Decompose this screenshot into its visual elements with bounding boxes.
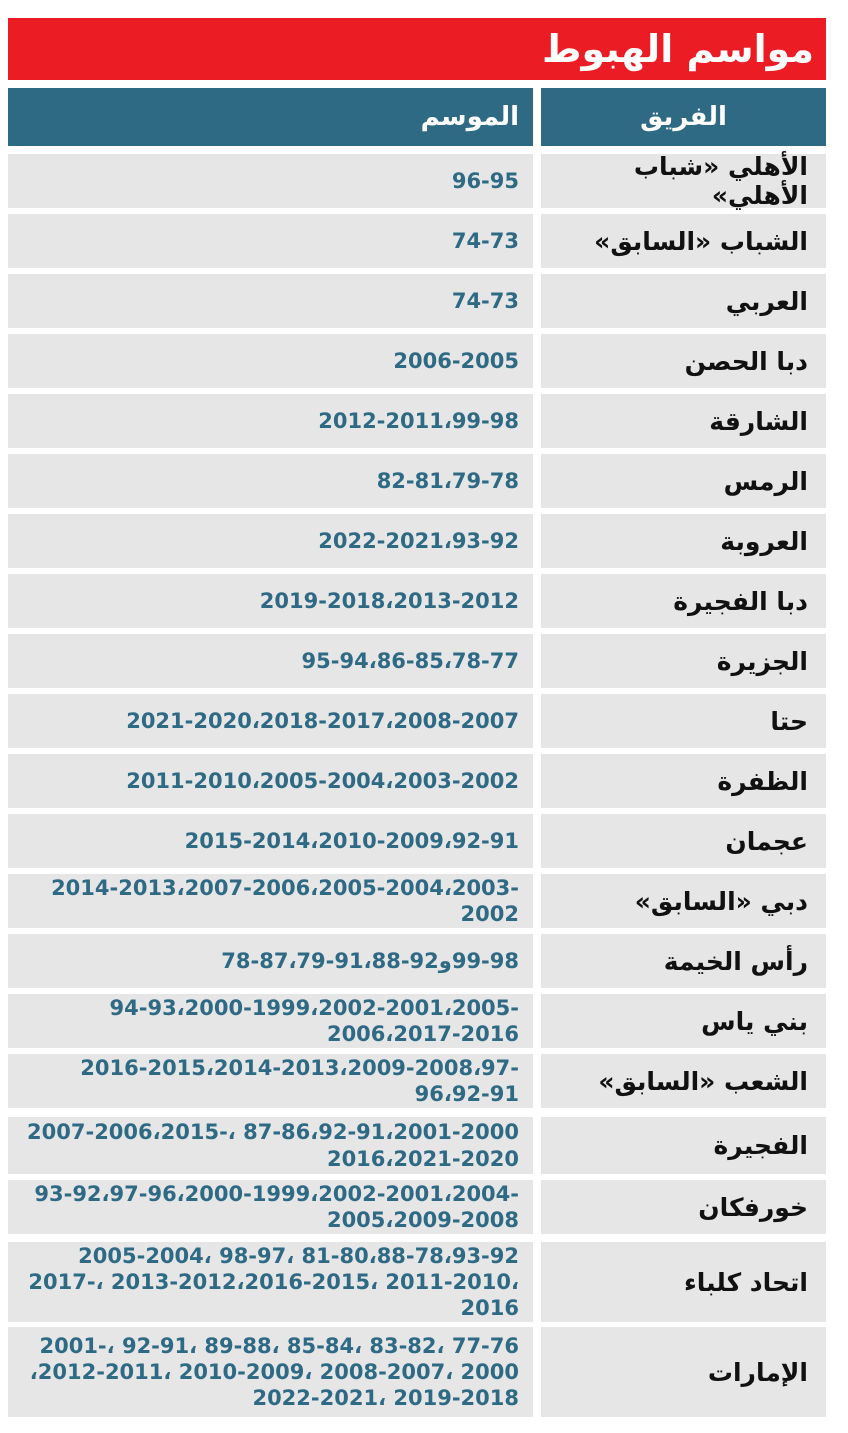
season-cell: 2011-2010،2005-2004،2003-2002 — [8, 754, 533, 808]
table-row — [8, 1242, 826, 1322]
table-row — [8, 574, 826, 628]
table-row — [8, 1327, 826, 1417]
table-title: مواسم الهبوط — [8, 18, 826, 80]
season-cell: 81-80،88-78،93-92 ،98-97 ،2005-2004 ،2011-2010 ،2013-2012،2016-2015 ،2017-2016 — [8, 1242, 533, 1322]
table-row — [8, 1180, 826, 1234]
column-header-season: الموسم — [8, 88, 533, 146]
season-cell: 87-86،92-91،2001-2000 ،2007-2006،2015-2016،2021-2020 — [8, 1117, 533, 1174]
season-cell: 2016-2015،2014-2013،2009-2008،97-96،92-91 — [8, 1054, 533, 1108]
table-row — [8, 814, 826, 868]
season-cell: 77-76 ،83-82 ،85-84 ،89-88 ،92-91 ،2001-2000 ،2008-2007 ،2010-2009 ،2012-2011، 2019-2018 ،2022-2021 — [8, 1327, 533, 1417]
table-row — [8, 1117, 826, 1174]
column-header-team: الفريق — [541, 88, 826, 146]
team-cell: عجمان — [541, 814, 826, 868]
season-cell: 2012-2011،99-98 — [8, 394, 533, 448]
team-cell: دبا الحصن — [541, 334, 826, 388]
table-row — [8, 994, 826, 1048]
table-row — [8, 694, 826, 748]
season-cell: 74-73 — [8, 274, 533, 328]
table-row — [8, 874, 826, 928]
table-row — [8, 274, 826, 328]
season-cell: 2022-2021،93-92 — [8, 514, 533, 568]
season-cell: 2014-2013،2007-2006،2005-2004،2003-2002 — [8, 874, 533, 928]
team-cell: العربي — [541, 274, 826, 328]
team-cell: الفجيرة — [541, 1117, 826, 1174]
table-row — [8, 754, 826, 808]
team-cell: الجزيرة — [541, 634, 826, 688]
season-cell: 99-98و92-91،88-87،79-78 — [8, 934, 533, 988]
team-cell: الأهلي «شباب الأهلي» — [541, 154, 826, 208]
season-cell: 82-81،79-78 — [8, 454, 533, 508]
team-cell: الإمارات — [541, 1327, 826, 1417]
team-cell: الشباب «السابق» — [541, 214, 826, 268]
season-cell: 2006-2005 — [8, 334, 533, 388]
team-cell: الشارقة — [541, 394, 826, 448]
season-cell: 74-73 — [8, 214, 533, 268]
table-row — [8, 514, 826, 568]
team-cell: خورفكان — [541, 1180, 826, 1234]
team-cell: دبا الفجيرة — [541, 574, 826, 628]
table-row — [8, 394, 826, 448]
table-row — [8, 934, 826, 988]
team-cell: الظفرة — [541, 754, 826, 808]
table-row — [8, 454, 826, 508]
table-row — [8, 1054, 826, 1108]
season-cell: 2019-2018،2013-2012 — [8, 574, 533, 628]
season-cell: 95-94،86-85،78-77 — [8, 634, 533, 688]
table-header — [8, 88, 826, 146]
team-cell: الرمس — [541, 454, 826, 508]
season-cell: 93-92،97-96،2000-1999،2002-2001،2004-2005،2009-2008 — [8, 1180, 533, 1234]
table-row — [8, 214, 826, 268]
season-cell: 2021-2020،2018-2017،2008-2007 — [8, 694, 533, 748]
season-cell: 94-93،2000-1999،2002-2001،2005-2006،2017-2016 — [8, 994, 533, 1048]
team-cell: رأس الخيمة — [541, 934, 826, 988]
table-row — [8, 334, 826, 388]
season-cell: 96-95 — [8, 154, 533, 208]
team-cell: دبي «السابق» — [541, 874, 826, 928]
team-cell: الشعب «السابق» — [541, 1054, 826, 1108]
season-cell: 2015-2014،2010-2009،92-91 — [8, 814, 533, 868]
team-cell: بني ياس — [541, 994, 826, 1048]
team-cell: حتا — [541, 694, 826, 748]
team-cell: العروبة — [541, 514, 826, 568]
table-row — [8, 634, 826, 688]
team-cell: اتحاد كلباء — [541, 1242, 826, 1322]
table-row — [8, 154, 826, 208]
